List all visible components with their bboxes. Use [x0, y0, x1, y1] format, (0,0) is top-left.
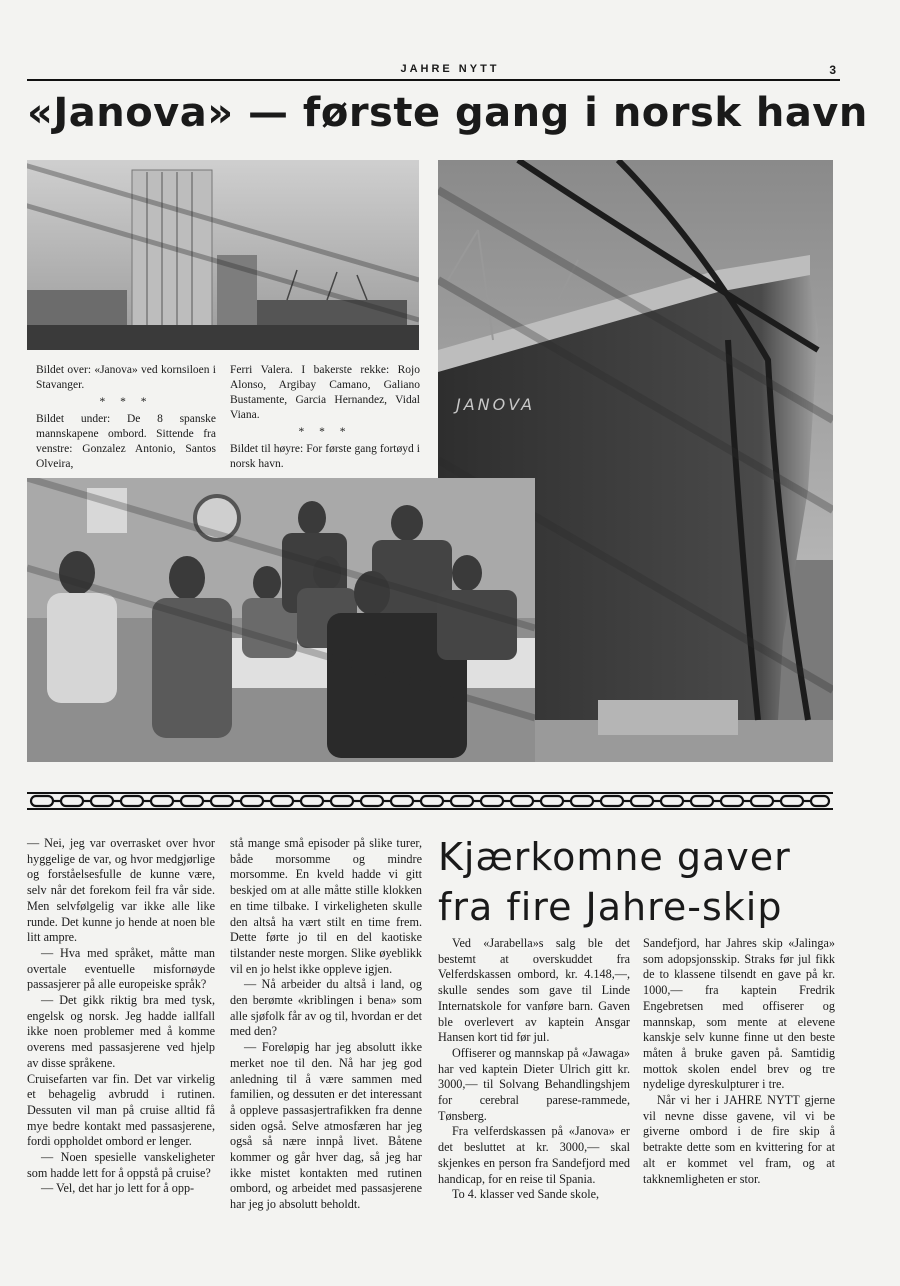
paragraph: — Noen spesielle vanskeligheter som hadde lett for å oppstå på cruise?	[27, 1150, 215, 1180]
paragraph: — Vel, det har jo lett for å opp-	[41, 1181, 195, 1196]
paragraph: Fra velferdskassen på «Janova» er det besluttet at kr. 3000,— skal skjenkes en person fra Sandefjord med handicap, for en reise til Spania.	[438, 1124, 630, 1186]
paragraph: Når vi her i JAHRE NYTT gjerne vil nevne disse gavene, vil vi be giverne ombord i de fire skip å betrakte dette som en kvittering for at alt er kommet vel fram, og at takknemligheten er stor.	[643, 1093, 835, 1186]
hull-name: JANOVA	[456, 395, 536, 414]
paragraph: Ved «Jarabella»s salg ble det bestemt at overskuddet fra Velferdskassen ombord, kr. 4.148,—, skulle sendes som gave til Linde Internatskole for vanføre barn. Gaven ble overlevert av kaptein Ansgar Hansen kort tid før jul.	[438, 936, 630, 1045]
crew-group-image	[27, 478, 535, 762]
crew-group-photo	[27, 478, 535, 762]
paragraph: Sandefjord, har Jahres skip «Jalinga» som adopsjonsskip. Straks før jul fikk de to klassene tilsendt en gave på kr. 1000,— fra kaptein Fredrik Engebretsen med offiserer og mannskap, som mente at elevene kanskje selv kunne finne ut den beste måten å bruke gaven på. Samtidig mottok skolen endel brev og tre nydelige dyreskulpturer i tre.	[643, 936, 835, 1092]
caption-stars: * * *	[99, 396, 153, 408]
paragraph: stå mange små episoder på slike turer, både morsomme og mindre morsomme. En kveld hadde vi gitt beskjed om at alle måtte stille klokken en time tilbake. I virkeligheten skulle den altså ha vært stilt en time frem. Dette førte jo til en del kaotiske tilstander neste morgen. Slike øyeblikk vil en jo helst ikke oppleve igjen.	[230, 836, 422, 976]
paragraph: — Nei, jeg var overrasket over hvor hyggelige de var, og hvor medgjørlige og forståelsesfulle de kunne være, selv når det forekom feil fra vår side. Men selvfølgelig var ikke alle like runde. Det kunne jo hende at noen ble litt ampre.	[27, 836, 215, 945]
page-number: 3	[829, 63, 836, 77]
article2-title-line2: fra fire Jahre-skip	[438, 885, 783, 929]
article2-title-line1: Kjærkomne gaver	[438, 835, 791, 879]
masthead: JAHRE NYTT	[400, 63, 500, 75]
paragraph: — Nå arbeider du altså i land, og den berømte «kriblingen i bena» som alle sjøfolk får av og til, hvordan er det med den?	[230, 977, 422, 1039]
paragraph: Offiserer og mannskap på «Jawaga» har ved kaptein Dieter Ulrich gitt kr. 3000,— til Solvang Behandlingshjem for cerebral parese-rammede, Tønsberg.	[438, 1045, 630, 1123]
paragraph: — Det gikk riktig bra med tysk, engelsk og norsk. Jeg hadde iallfall ikke noen problemer med å komme overens med passasjerene ved hjelp av disse språkene.	[27, 993, 215, 1070]
article2-col2	[643, 936, 835, 1187]
paragraph: — Foreløpig har jeg absolutt ikke merket noe til den. Nå har jeg god anledning til å være sammen med familien, og dessuten er det interessant å oppleve passasjertrafikken fra denne siden også. Selve atmosfæren har jeg også så nære innpå livet. Båtene kommer og går hver dag, så jeg har ikke mistet kontakten med rutinen ombord, og arbeidet med passasjerene har jeg jo absolutt beholdt.	[230, 1040, 422, 1212]
chain-border-icon	[27, 790, 833, 812]
paragraph: — Hva med språket, måtte man overtale eventuelle misfornøyde passasjerer på alle europeiske språk?	[27, 945, 215, 992]
caption-third: Ferri Valera. I bakerste rekke: Rojo Alonso, Argibay Camano, Galiano Bustamente, Garcia Hernandez, Vidal Viana.	[230, 364, 420, 421]
article2-title	[438, 832, 838, 932]
article1-col2	[230, 836, 422, 1213]
caption-second: Bildet under: De 8 spanske mannskapene ombord. Sittende fra venstre: Gonzalez Antonio, Santos Olveira,	[36, 413, 216, 470]
caption-stars: * * *	[298, 426, 352, 438]
paragraph: To 4. klasser ved Sande skole,	[452, 1187, 600, 1202]
grain-silo-image	[27, 160, 419, 350]
headline: «Janova» — første gang i norsk havn	[27, 90, 868, 136]
article2-col1	[438, 936, 630, 1203]
caption-fourth: Bildet til høyre: For første gang fortøyd i norsk havn.	[230, 443, 420, 470]
article1-col1	[27, 836, 215, 1197]
grain-silo-photo	[27, 160, 419, 350]
paragraph: Cruisefarten var fin. Det var virkelig et behagelig avbrudd i rutinen. Dessuten vil man på cruise alltid få mye bedre kontakt med passasjerene, fordi oppholdet ombord er lenger.	[27, 1071, 215, 1149]
caption-first: Bildet over: «Janova» ved kornsiloen i Stavanger.	[36, 364, 216, 391]
caption-right	[230, 363, 420, 472]
caption-left	[36, 363, 216, 472]
header-rule	[27, 79, 840, 81]
